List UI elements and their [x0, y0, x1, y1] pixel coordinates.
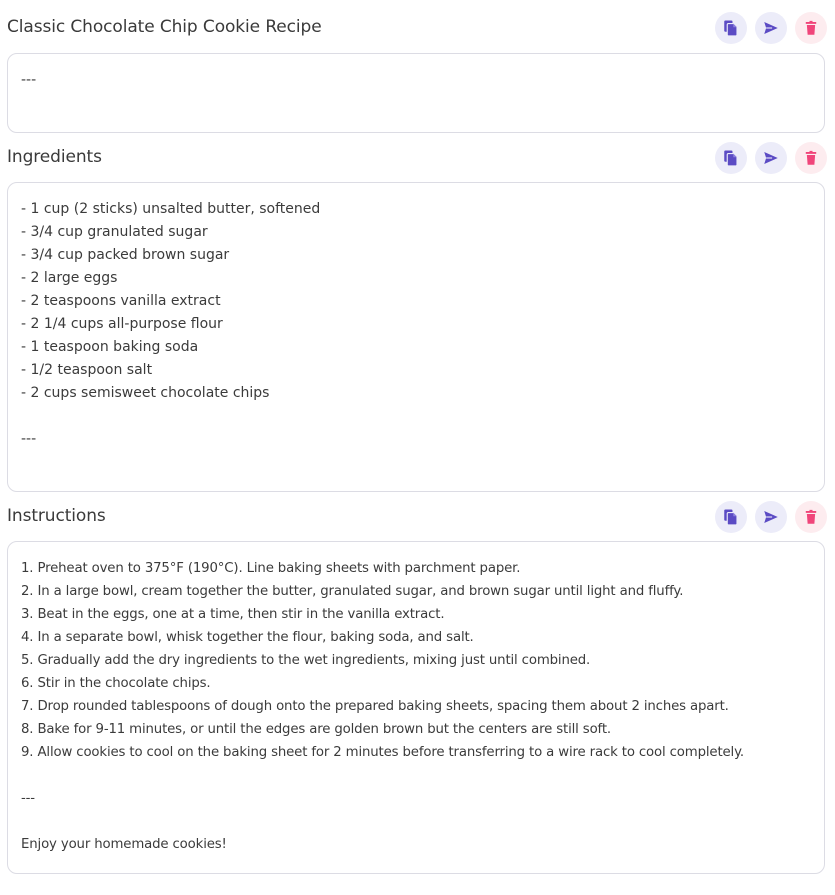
content-line: - 3/4 cup granulated sugar	[21, 224, 208, 240]
content-line: - 3/4 cup packed brown sugar	[21, 247, 230, 263]
send-icon	[762, 19, 780, 37]
content-line	[21, 764, 811, 787]
content-line	[21, 810, 811, 833]
section-content-box[interactable]	[7, 541, 825, 874]
content-line: ---	[21, 791, 35, 806]
content-line: - 1/2 teaspoon salt	[21, 362, 153, 378]
copy-button[interactable]	[715, 142, 747, 174]
content-line: - 2 large eggs	[21, 270, 118, 286]
content-line: 4. In a separate bowl, whisk together the flour, baking soda, and salt.	[21, 630, 474, 645]
content-line: 1. Preheat oven to 375°F (190°C). Line baking sheets with parchment paper.	[21, 561, 521, 576]
content-line	[21, 405, 811, 428]
trash-icon	[802, 508, 820, 526]
content-line: - 1 cup (2 sticks) unsalted butter, softened	[21, 201, 321, 217]
instructions-section	[0, 500, 835, 880]
content-line: 9. Allow cookies to cool on the baking sheet for 2 minutes before transferring to a wire rack to cool completely.	[21, 745, 744, 760]
section-title: Instructions	[7, 506, 106, 526]
copy-icon	[722, 149, 740, 167]
copy-button[interactable]	[715, 12, 747, 44]
section-actions	[715, 142, 827, 174]
copy-icon	[722, 19, 740, 37]
content-line: 5. Gradually add the dry ingredients to the wet ingredients, mixing just until combined.	[21, 653, 591, 668]
section-content-box[interactable]	[7, 53, 825, 133]
delete-button[interactable]	[795, 12, 827, 44]
content-line: 3. Beat in the eggs, one at a time, then stir in the vanilla extract.	[21, 607, 445, 622]
content-line: - 1 teaspoon baking soda	[21, 339, 199, 355]
trash-icon	[802, 19, 820, 37]
content-line: 7. Drop rounded tablespoons of dough onto the prepared baking sheets, spacing them about 2 inches apart.	[21, 699, 729, 714]
section-title: Ingredients	[7, 147, 102, 167]
content-line: Enjoy your homemade cookies!	[21, 837, 227, 852]
section-actions	[715, 12, 827, 44]
content-line: ---	[21, 72, 37, 88]
content-line: - 2 cups semisweet chocolate chips	[21, 385, 270, 401]
section-title: Classic Chocolate Chip Cookie Recipe	[7, 17, 322, 37]
content-line: ---	[21, 431, 37, 447]
send-icon	[762, 149, 780, 167]
copy-icon	[722, 508, 740, 526]
send-icon	[762, 508, 780, 526]
ingredients-section	[0, 141, 835, 493]
section-content-box[interactable]	[7, 182, 825, 492]
recipe-title-section	[0, 0, 835, 135]
send-button[interactable]	[755, 501, 787, 533]
content-line: 2. In a large bowl, cream together the butter, granulated sugar, and brown sugar until light and fluffy.	[21, 584, 684, 599]
content-line: 8. Bake for 9-11 minutes, or until the edges are golden brown but the centers are still soft.	[21, 722, 611, 737]
send-button[interactable]	[755, 142, 787, 174]
trash-icon	[802, 149, 820, 167]
send-button[interactable]	[755, 12, 787, 44]
content-line: - 2 teaspoons vanilla extract	[21, 293, 221, 309]
delete-button[interactable]	[795, 142, 827, 174]
content-line: - 2 1/4 cups all-purpose flour	[21, 316, 223, 332]
section-actions	[715, 501, 827, 533]
copy-button[interactable]	[715, 501, 747, 533]
delete-button[interactable]	[795, 501, 827, 533]
content-line: 6. Stir in the chocolate chips.	[21, 676, 211, 691]
